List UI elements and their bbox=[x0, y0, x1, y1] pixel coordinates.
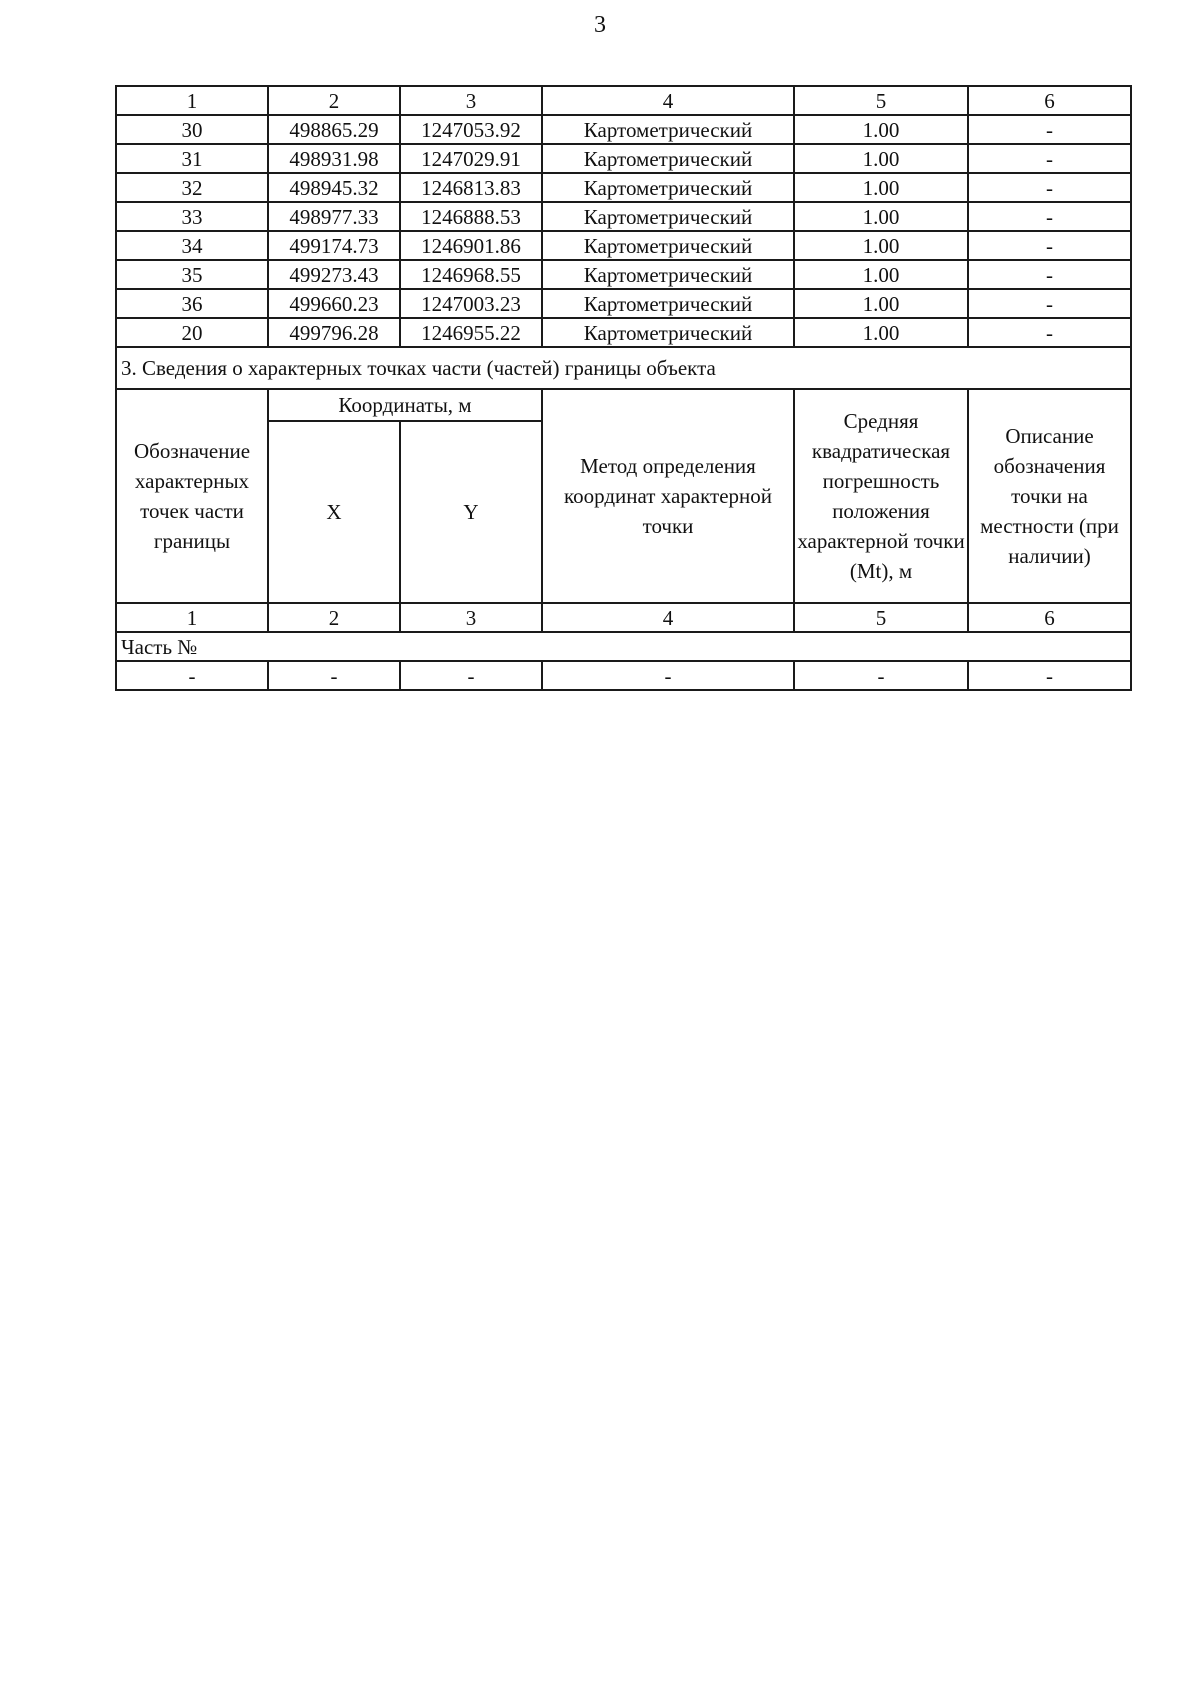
empty-cell: - bbox=[116, 661, 268, 690]
section-title: 3. Сведения о характерных точках части (частей) границы объекта bbox=[116, 347, 1131, 389]
point-number-cell: 34 bbox=[116, 231, 268, 260]
x-coordinate-cell: 498945.32 bbox=[268, 173, 400, 202]
column-number: 1 bbox=[116, 603, 268, 632]
point-number-cell: 33 bbox=[116, 202, 268, 231]
header-row-top bbox=[116, 389, 1131, 421]
mean-error-cell: 1.00 bbox=[794, 289, 968, 318]
table-row bbox=[116, 144, 1131, 173]
y-coordinate-cell: 1246901.86 bbox=[400, 231, 542, 260]
x-coordinate-cell: 499660.23 bbox=[268, 289, 400, 318]
method-cell: Картометрический bbox=[542, 260, 794, 289]
mean-error-cell: 1.00 bbox=[794, 115, 968, 144]
empty-cell: - bbox=[400, 661, 542, 690]
mean-error-cell: 1.00 bbox=[794, 144, 968, 173]
x-coordinate-cell: 499174.73 bbox=[268, 231, 400, 260]
column-number: 2 bbox=[268, 86, 400, 115]
header-description: Описание обозначения точки на местности (при наличии) bbox=[968, 389, 1131, 603]
column-number: 6 bbox=[968, 86, 1131, 115]
header-y: Y bbox=[400, 421, 542, 603]
y-coordinate-cell: 1246888.53 bbox=[400, 202, 542, 231]
point-number-cell: 32 bbox=[116, 173, 268, 202]
point-number-cell: 20 bbox=[116, 318, 268, 347]
y-coordinate-cell: 1247053.92 bbox=[400, 115, 542, 144]
description-cell: - bbox=[968, 144, 1131, 173]
header-method: Метод определения координат характерной точки bbox=[542, 389, 794, 603]
table-row bbox=[116, 289, 1131, 318]
point-number-cell: 36 bbox=[116, 289, 268, 318]
table-row bbox=[116, 202, 1131, 231]
description-cell: - bbox=[968, 289, 1131, 318]
mean-error-cell: 1.00 bbox=[794, 318, 968, 347]
column-number: 4 bbox=[542, 86, 794, 115]
point-number-cell: 31 bbox=[116, 144, 268, 173]
description-cell: - bbox=[968, 173, 1131, 202]
method-cell: Картометрический bbox=[542, 115, 794, 144]
description-cell: - bbox=[968, 318, 1131, 347]
header-x: X bbox=[268, 421, 400, 603]
method-cell: Картометрический bbox=[542, 231, 794, 260]
table-row bbox=[116, 661, 1131, 690]
empty-cell: - bbox=[794, 661, 968, 690]
description-cell: - bbox=[968, 231, 1131, 260]
section-title-row bbox=[116, 347, 1131, 389]
description-cell: - bbox=[968, 115, 1131, 144]
column-number: 2 bbox=[268, 603, 400, 632]
mean-error-cell: 1.00 bbox=[794, 173, 968, 202]
column-number: 5 bbox=[794, 603, 968, 632]
x-coordinate-cell: 499796.28 bbox=[268, 318, 400, 347]
table-row bbox=[116, 231, 1131, 260]
column-number: 3 bbox=[400, 603, 542, 632]
mean-error-cell: 1.00 bbox=[794, 202, 968, 231]
y-coordinate-cell: 1246955.22 bbox=[400, 318, 542, 347]
mean-error-cell: 1.00 bbox=[794, 231, 968, 260]
y-coordinate-cell: 1247003.23 bbox=[400, 289, 542, 318]
column-number: 1 bbox=[116, 86, 268, 115]
column-number: 5 bbox=[794, 86, 968, 115]
x-coordinate-cell: 499273.43 bbox=[268, 260, 400, 289]
point-number-cell: 30 bbox=[116, 115, 268, 144]
header-point-designation: Обозначение характерных точек части границы bbox=[116, 389, 268, 603]
y-coordinate-cell: 1246813.83 bbox=[400, 173, 542, 202]
method-cell: Картометрический bbox=[542, 173, 794, 202]
mean-error-cell: 1.00 bbox=[794, 260, 968, 289]
table-row bbox=[116, 173, 1131, 202]
empty-cell: - bbox=[968, 661, 1131, 690]
column-numbers-row bbox=[116, 603, 1131, 632]
x-coordinate-cell: 498977.33 bbox=[268, 202, 400, 231]
header-coordinates: Координаты, м bbox=[268, 389, 542, 421]
part-label: Часть № bbox=[116, 632, 1131, 661]
y-coordinate-cell: 1246968.55 bbox=[400, 260, 542, 289]
method-cell: Картометрический bbox=[542, 318, 794, 347]
method-cell: Картометрический bbox=[542, 202, 794, 231]
part-label-row bbox=[116, 632, 1131, 661]
description-cell: - bbox=[968, 202, 1131, 231]
y-coordinate-cell: 1247029.91 bbox=[400, 144, 542, 173]
column-numbers-row bbox=[116, 86, 1131, 115]
x-coordinate-cell: 498865.29 bbox=[268, 115, 400, 144]
header-mean-error: Средняя квадратическая погрешность положения характерной точки (Mt), м bbox=[794, 389, 968, 603]
table-row bbox=[116, 260, 1131, 289]
empty-cell: - bbox=[268, 661, 400, 690]
method-cell: Картометрический bbox=[542, 144, 794, 173]
point-number-cell: 35 bbox=[116, 260, 268, 289]
column-number: 6 bbox=[968, 603, 1131, 632]
boundary-points-table bbox=[115, 85, 1132, 691]
x-coordinate-cell: 498931.98 bbox=[268, 144, 400, 173]
table-row bbox=[116, 115, 1131, 144]
column-number: 4 bbox=[542, 603, 794, 632]
table-row bbox=[116, 318, 1131, 347]
method-cell: Картометрический bbox=[542, 289, 794, 318]
page-number: 3 bbox=[594, 12, 606, 38]
column-number: 3 bbox=[400, 86, 542, 115]
description-cell: - bbox=[968, 260, 1131, 289]
empty-cell: - bbox=[542, 661, 794, 690]
